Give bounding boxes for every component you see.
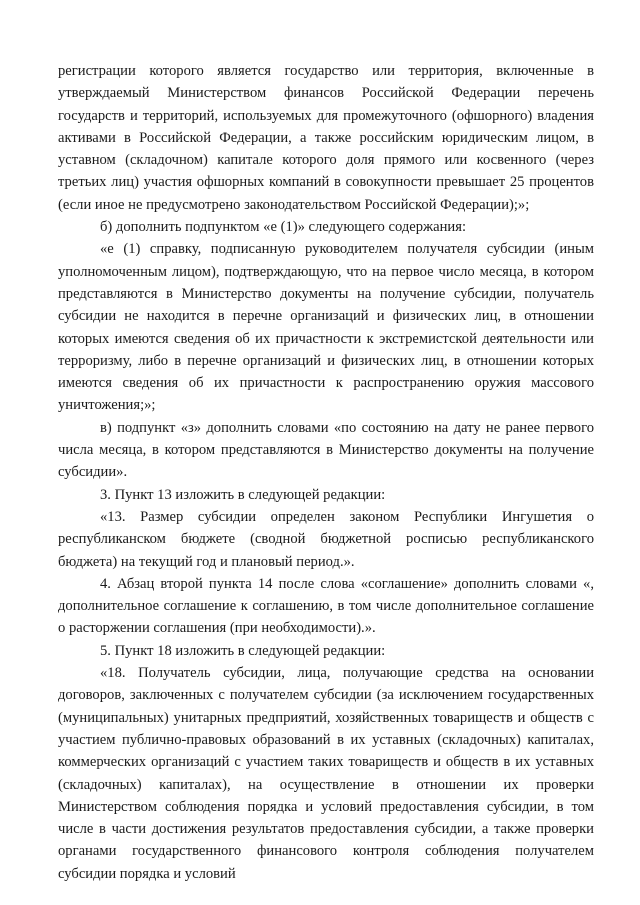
paragraph-subitem-v: в) подпункт «з» дополнить словами «по состоянию на дату не ранее первого числа месяца, в котором представляются в Министерство документы на получение субсидии». xyxy=(58,419,594,481)
paragraph-item-3: 3. Пункт 13 изложить в следующей редакции: xyxy=(100,486,386,503)
paragraph-item-13-text: «13. Размер субсидии определен законом Республики Ингушетия о республиканском бюджете (сводной бюджетной росписью республиканского бюджета) на текущий год и плановый период.». xyxy=(58,508,594,570)
paragraph-subitem-b: б) дополнить подпунктом «е (1)» следующего содержания: xyxy=(100,219,467,236)
paragraph-item-5: 5. Пункт 18 изложить в следующей редакции: xyxy=(100,642,386,659)
document-body xyxy=(58,60,594,885)
paragraph-item-4: 4. Абзац второй пункта 14 после слова «соглашение» дополнить словами «, дополнительное соглашение к соглашению, в том числе дополнительное соглашение о расторжении соглашения (при необходимости).». xyxy=(58,575,594,637)
paragraph-continuation: регистрации которого является государство или территория, включенные в утверждаемый Министерством финансов Российской Федерации перечень государств и территорий, используемых для промежуточного (офшорного) владения активами в Российской Федерации, а также российским юридическим лицом, в уставном (складочном) капитале которого доля прямого или косвенного (через третьих лиц) участия офшорных компаний в совокупности превышает 25 процентов (если иное не предусмотрено законодательством Российской Федерации);»; xyxy=(58,63,594,213)
paragraph-item-18-text: «18. Получатель субсидии, лица, получающие средства на основании договоров, заключенных с получателем субсидии (за исключением государственных (муниципальных) унитарных предприятий, хозяйственных товариществ и обществ с участием публично-правовых образований в их уставных (складочных) капиталах, коммерческих организаций с участием таких товариществ и обществ в их уставных (складочных) капиталах), на осуществление в отношении их проверки Министерством соблюдения порядка и условий предоставления субсидии, в том числе в части достижения результатов предоставления субсидии, а также проверки органами государственного финансового контроля соблюдения получателем субсидии порядка и условий xyxy=(58,665,594,882)
paragraph-subitem-e1-text: «е (1) справку, подписанную руководителем получателя субсидии (иным уполномоченным лицом), подтверждающую, что на первое число месяца, в котором представляются в Министерство документы на получение субсидии, получатель субсидии не находится в перечне организаций и физических лиц, в отношении которых имеются сведения об их причастности к экстремистской деятельности или терроризму, либо в перечне организаций и физических лиц, в отношении которых имеются сведения об их причастности к распространению оружия массового уничтожения;»; xyxy=(58,241,594,414)
